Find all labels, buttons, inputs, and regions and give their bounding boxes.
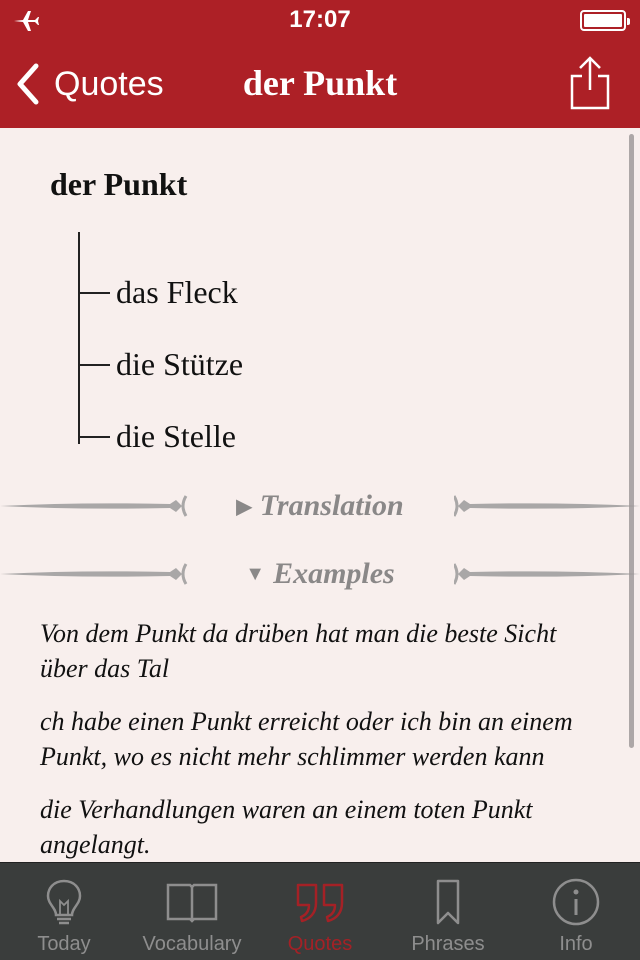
- example-sentence: die Verhandlungen waren an einem toten Punkt angelangt.: [40, 795, 533, 859]
- tab-label: Vocabulary: [142, 933, 242, 955]
- synonym-label: die Stütze: [116, 346, 244, 382]
- example-sentence: Von dem Punkt da drüben hat man die beste Sicht über das Tal: [40, 619, 557, 683]
- tab-vocabulary[interactable]: [128, 863, 256, 960]
- synonym-label: das Fleck: [116, 274, 238, 310]
- tab-today[interactable]: [0, 863, 128, 960]
- tab-label: Today: [37, 933, 91, 955]
- synonym-tree-line: [78, 232, 80, 444]
- translation-section-header[interactable]: [0, 486, 640, 526]
- bookmark-icon: [420, 877, 476, 927]
- tab-quotes[interactable]: [256, 863, 384, 960]
- tab-label: Phrases: [411, 933, 485, 955]
- examples-label: Examples: [273, 557, 395, 590]
- entry-content[interactable]: [0, 128, 640, 862]
- tab-bar: [0, 862, 640, 960]
- status-bar: [0, 0, 640, 40]
- example-sentence: ch habe einen Punkt erreicht oder ich bin an einem Punkt, wo es nicht mehr schlimmer werden kann: [40, 707, 573, 771]
- page-title: der Punkt: [242, 63, 398, 103]
- tab-phrases[interactable]: [384, 863, 512, 960]
- tab-info[interactable]: [512, 863, 640, 960]
- info-icon: [548, 877, 604, 927]
- navigation-bar: [0, 40, 640, 128]
- tab-label: Quotes: [287, 933, 353, 955]
- lightbulb-icon: [36, 877, 92, 927]
- triangle-down-icon: ▼: [245, 562, 266, 585]
- back-button-label: Quotes: [54, 64, 164, 103]
- synonym-label: die Stelle: [116, 418, 236, 454]
- examples-list: [40, 616, 600, 862]
- synonym-item[interactable]: [80, 274, 238, 311]
- translation-toggle[interactable]: [236, 489, 403, 523]
- synonym-item[interactable]: [80, 346, 243, 383]
- examples-toggle[interactable]: [245, 557, 394, 591]
- synonym-item[interactable]: [80, 418, 236, 455]
- translation-label: Translation: [259, 489, 404, 522]
- flourish-right-icon: [454, 560, 640, 588]
- scrollbar[interactable]: [629, 134, 634, 748]
- status-time: 17:07: [289, 6, 351, 33]
- quote-icon: [292, 877, 348, 927]
- book-icon: [164, 877, 220, 927]
- flourish-right-icon: [454, 492, 640, 520]
- battery-icon: [580, 10, 626, 31]
- share-icon[interactable]: [568, 54, 612, 112]
- flourish-left-icon: [0, 492, 200, 520]
- flourish-left-icon: [0, 560, 200, 588]
- top-bar: [0, 0, 640, 128]
- headword: der Punkt: [50, 166, 188, 202]
- triangle-right-icon: ▶: [236, 495, 252, 518]
- examples-section-header[interactable]: [0, 554, 640, 594]
- tab-label: Info: [559, 933, 593, 955]
